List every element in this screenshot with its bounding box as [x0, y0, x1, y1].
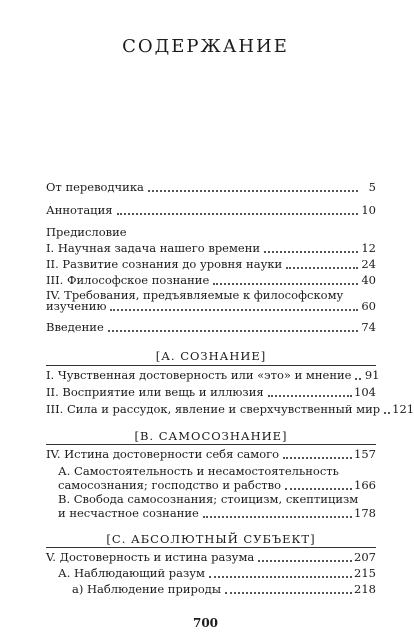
toc-entry-preface-4-line1: IV. Требования, предъявляемые к философскому — [46, 288, 344, 302]
entry-page: 74 — [361, 320, 376, 334]
entry-title: А. Наблюдающий разум — [58, 566, 205, 580]
entry-title: III. Сила и рассудок, явление и сверхчувственный мир — [46, 402, 381, 416]
toc-entry-preface-4 — [46, 299, 376, 314]
toc-entry-b1 — [46, 447, 376, 462]
dot-leader — [258, 558, 352, 562]
entry-page: 104 — [354, 385, 376, 399]
entry-title: I. Чувственная достоверность или «это» и мнение — [46, 368, 352, 382]
toc-entry-annotation — [46, 203, 376, 218]
dot-leader — [225, 590, 352, 594]
dot-leader — [148, 188, 358, 192]
entry-page: 5 — [368, 180, 376, 194]
entry-title: а) Наблюдение природы — [72, 582, 222, 596]
entry-title: самосознания; господство и рабство — [58, 478, 282, 492]
toc-heading-preface: Предисловие — [46, 225, 127, 239]
entry-title: изучению — [46, 299, 107, 313]
dot-leader — [268, 393, 352, 397]
section-heading-absolute-subject: [С. АБСОЛЮТНЫЙ СУБЪЕКТ] — [106, 532, 316, 546]
entry-title: V. Достоверность и истина разума — [46, 550, 255, 564]
section-heading-consciousness: [А. СОЗНАНИЕ] — [155, 349, 267, 363]
entry-page: 207 — [354, 550, 376, 564]
entry-page: 157 — [354, 447, 376, 461]
dot-leader — [213, 281, 358, 285]
entry-page: 121 — [392, 402, 414, 416]
entry-title: III. Философское познание — [46, 273, 210, 287]
toc-entry-c1a — [58, 566, 376, 581]
toc-entry-preface-1 — [46, 241, 376, 256]
entry-page: 60 — [361, 299, 376, 313]
page-title: СОДЕРЖАНИЕ — [122, 36, 289, 57]
toc-entry-preface-3 — [46, 273, 376, 288]
entry-page: 218 — [354, 582, 376, 596]
dot-leader — [384, 410, 390, 414]
dot-leader — [283, 455, 352, 459]
entry-page: 40 — [361, 273, 376, 287]
entry-page: 166 — [354, 478, 376, 492]
toc-entry-a3 — [46, 402, 414, 417]
dot-leader — [355, 376, 361, 380]
dot-leader — [286, 265, 358, 269]
entry-page: 215 — [354, 566, 376, 580]
entry-title: Введение — [46, 320, 104, 334]
toc-entry-introduction — [46, 320, 376, 335]
entry-title: II. Развитие сознания до уровня науки — [46, 257, 283, 271]
entry-title: IV. Истина достоверности себя самого — [46, 447, 280, 461]
entry-title: II. Восприятие или вещь и иллюзия — [46, 385, 264, 399]
section-heading-self-consciousness: [В. САМОСОЗНАНИЕ] — [134, 429, 288, 443]
entry-page: 178 — [354, 506, 376, 520]
page-number: 700 — [192, 616, 219, 630]
entry-page: 24 — [361, 257, 376, 271]
toc-entry-b1b-line1: В. Свобода самосознания; стоицизм, скептицизм — [58, 492, 359, 506]
dot-leader — [209, 574, 352, 578]
toc-entry-preface-2 — [46, 257, 376, 272]
entry-title: и несчастное сознание — [58, 506, 199, 520]
toc-entry-a2 — [46, 385, 376, 400]
toc-entry-c1 — [46, 550, 376, 565]
entry-title: От переводчика — [46, 180, 144, 194]
dot-leader — [203, 514, 352, 518]
section-rule — [46, 444, 376, 445]
dot-leader — [264, 249, 358, 253]
dot-leader — [285, 486, 352, 490]
entry-title: Аннотация — [46, 203, 113, 217]
entry-page: 10 — [361, 203, 376, 217]
toc-entry-b1a-line1: А. Самостоятельность и несамостоятельность — [58, 464, 339, 478]
toc-entry-a1 — [46, 368, 380, 383]
entry-page: 91 — [364, 368, 380, 382]
toc-entry-translator — [46, 180, 376, 195]
dot-leader — [108, 328, 358, 332]
entry-page: 12 — [361, 241, 376, 255]
dot-leader — [117, 211, 359, 215]
section-rule — [46, 365, 376, 366]
toc-entry-b1a — [58, 478, 376, 493]
toc-entry-c1a1 — [72, 582, 376, 597]
dot-leader — [110, 307, 358, 311]
entry-title: I. Научная задача нашего времени — [46, 241, 261, 255]
toc-entry-b1b — [58, 506, 376, 521]
section-rule — [46, 547, 376, 548]
